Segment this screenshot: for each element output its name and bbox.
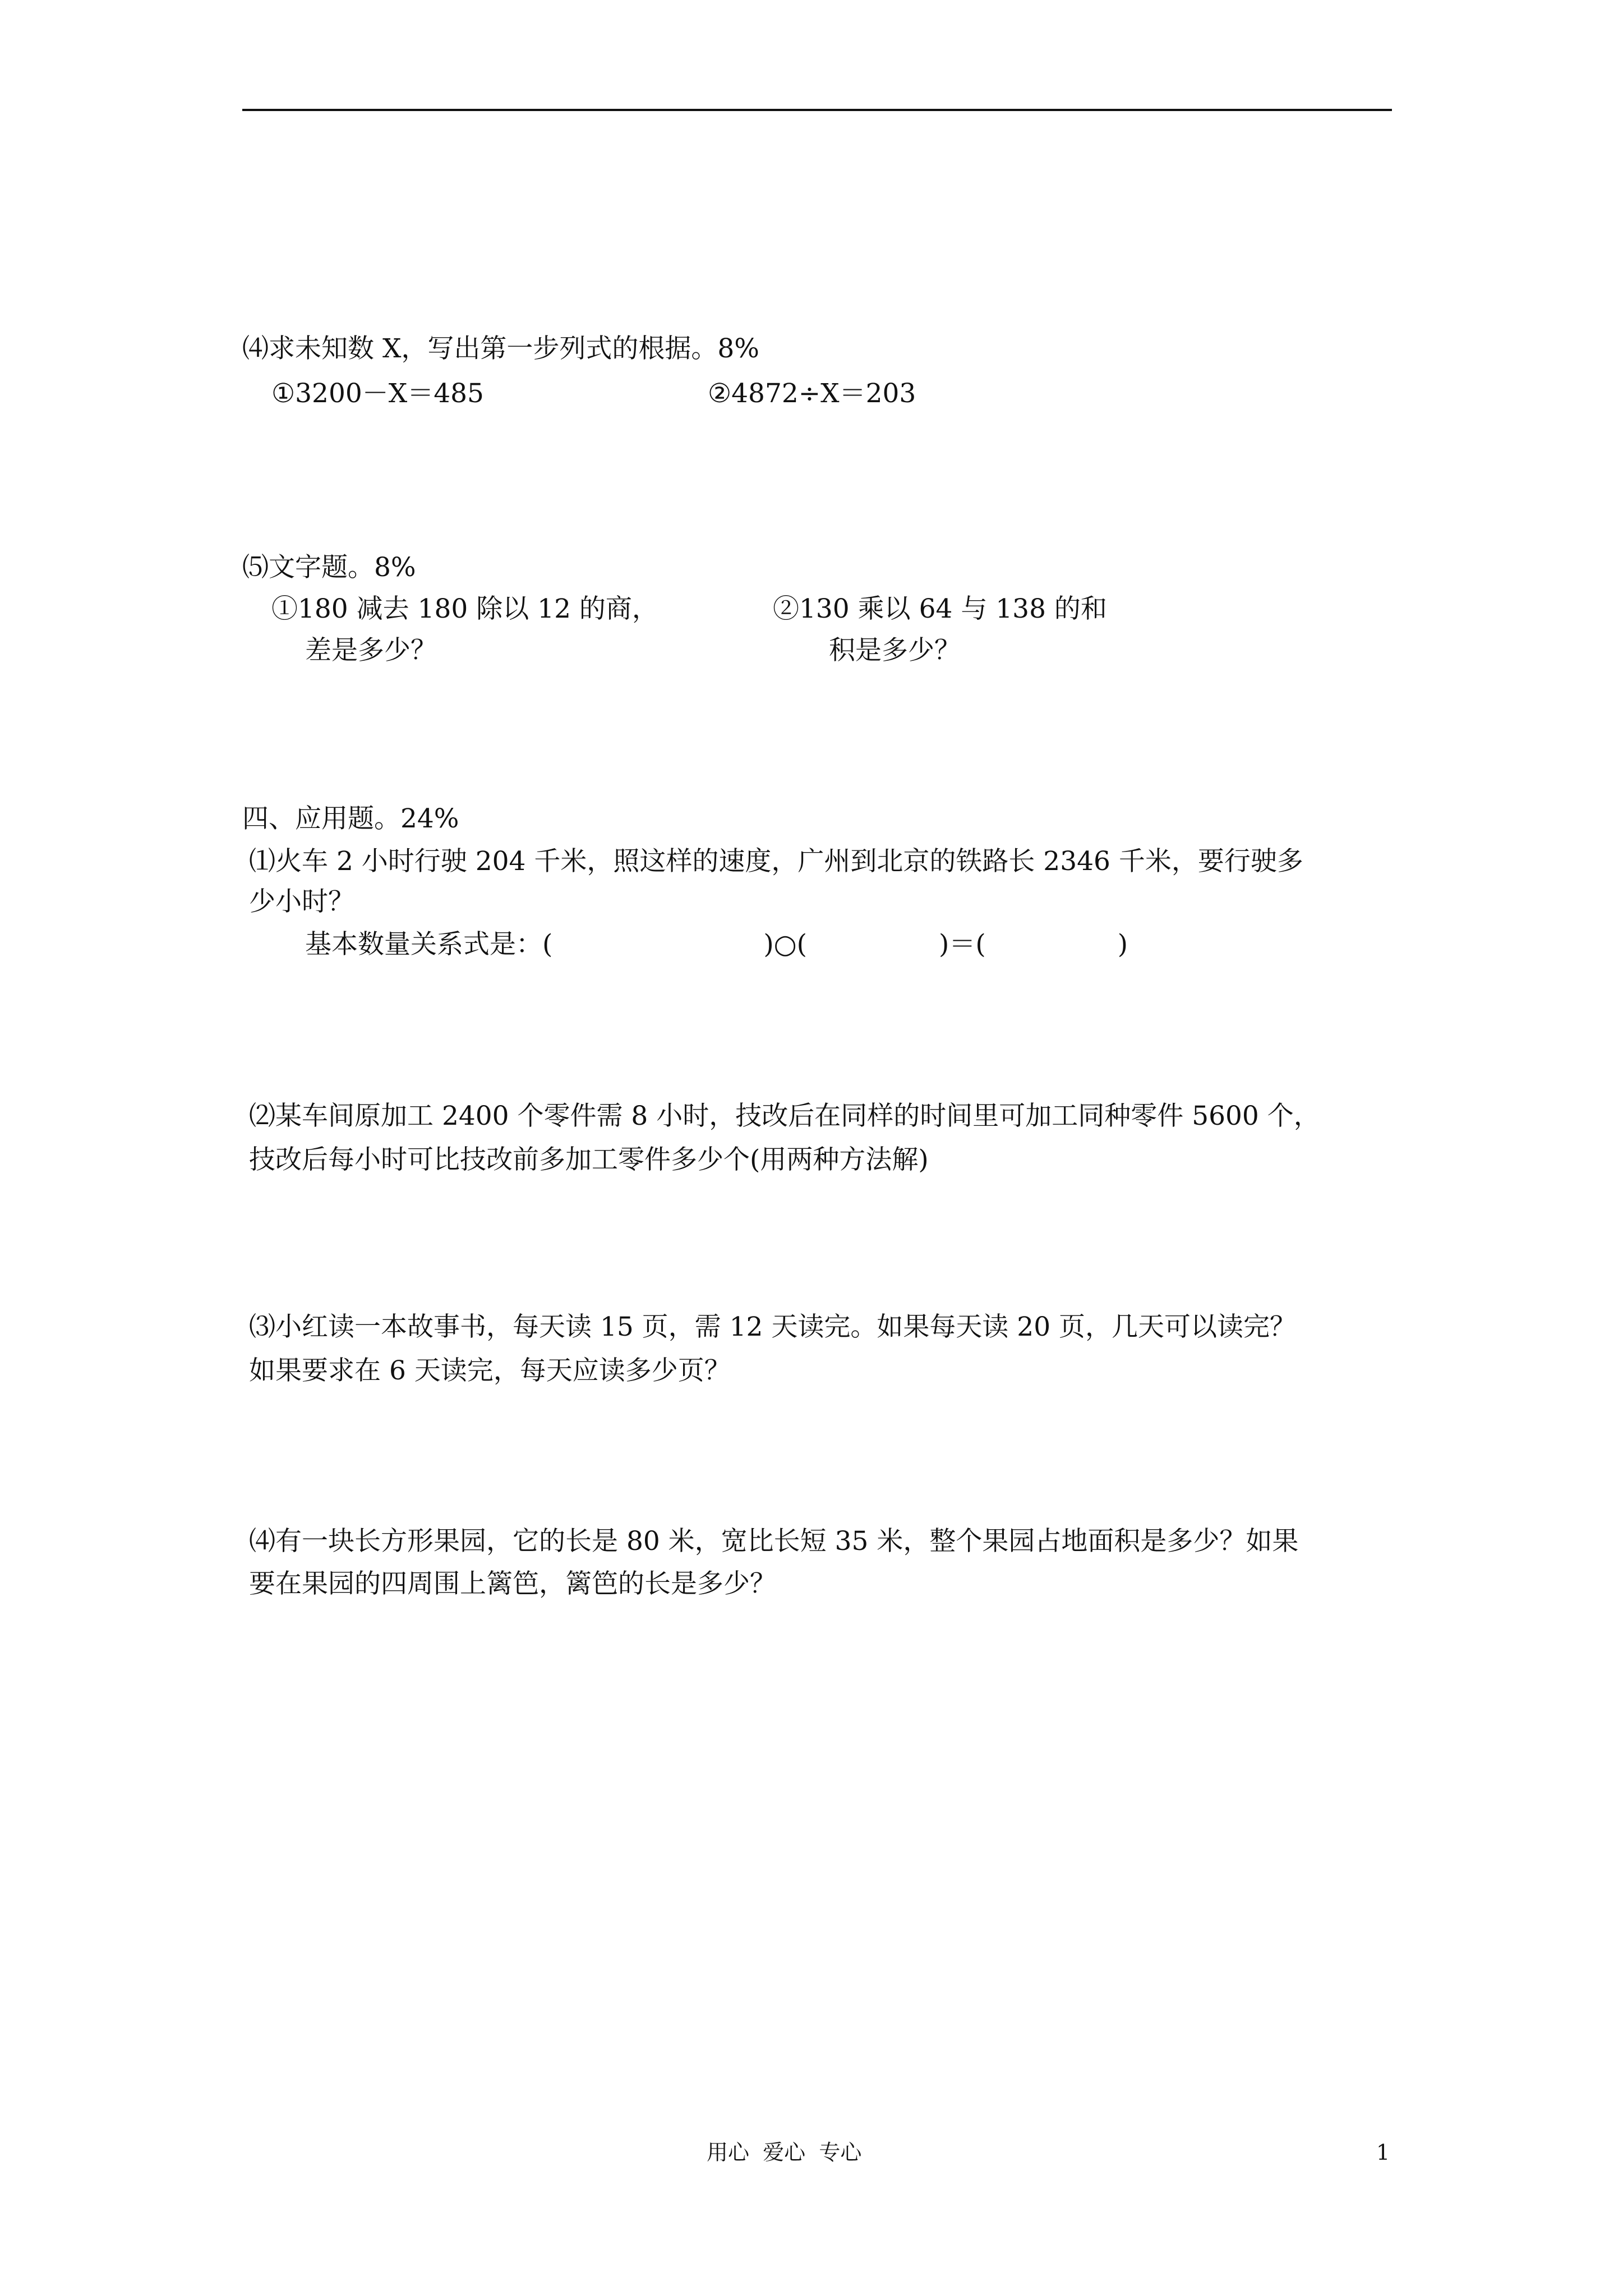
applied-problem-1-line-1: ⑴火车 2 小时行驶 204 千米，照这样的速度，广州到北京的铁路长 2346 千米，要行驶多 xyxy=(249,846,1303,877)
applied-problem-4-line-2: 要在果园的四周围上篱笆，篱笆的长是多少？ xyxy=(249,1568,776,1599)
equation-2: ②4872÷X＝203 xyxy=(708,378,916,409)
section-5-heading: ⑸文字题。8% xyxy=(242,552,416,583)
applied-problem-2-line-1: ⑵某车间原加工 2400 个零件需 8 小时，技改后在同样的时间里可加工同种零件 5600 个， xyxy=(249,1101,1320,1131)
applied-problem-2-line-2: 技改后每小时可比技改前多加工零件多少个(用两种方法解) xyxy=(249,1144,929,1175)
applied-problem-4-line-1: ⑷有一块长方形果园，它的长是 80 米，宽比长短 35 米，整个果园占地面积是多少？如果 xyxy=(249,1526,1299,1557)
word-problem-1-line-2: 差是多少？ xyxy=(305,635,437,666)
applied-section-heading: 四、应用题。24% xyxy=(242,803,459,834)
footer-motto: 用心 爱心 专心 xyxy=(707,2140,862,2165)
applied-problem-3-line-2: 如果要求在 6 天读完，每天应读多少页？ xyxy=(249,1355,731,1386)
applied-problem-1-line-2: 少小时？ xyxy=(249,886,354,917)
applied-problem-1-relation: 基本数量关系式是：( )○( )＝( ) xyxy=(305,929,1128,960)
equation-1: ①3200－X＝485 xyxy=(271,378,484,409)
word-problem-1-line-1: ①180 减去 180 除以 12 的商， xyxy=(271,593,658,624)
applied-problem-3-line-1: ⑶小红读一本故事书，每天读 15 页，需 12 天读完。如果每天读 20 页，几天可以读完？ xyxy=(249,1312,1297,1342)
word-problem-2-line-2: 积是多少？ xyxy=(829,635,961,666)
page-number: 1 xyxy=(1376,2140,1390,2165)
section-4-heading: ⑷求未知数 X，写出第一步列式的根据。8% xyxy=(242,333,759,364)
header-rule xyxy=(242,109,1392,111)
word-problem-2-line-1: ②130 乘以 64 与 138 的和 xyxy=(773,593,1107,624)
